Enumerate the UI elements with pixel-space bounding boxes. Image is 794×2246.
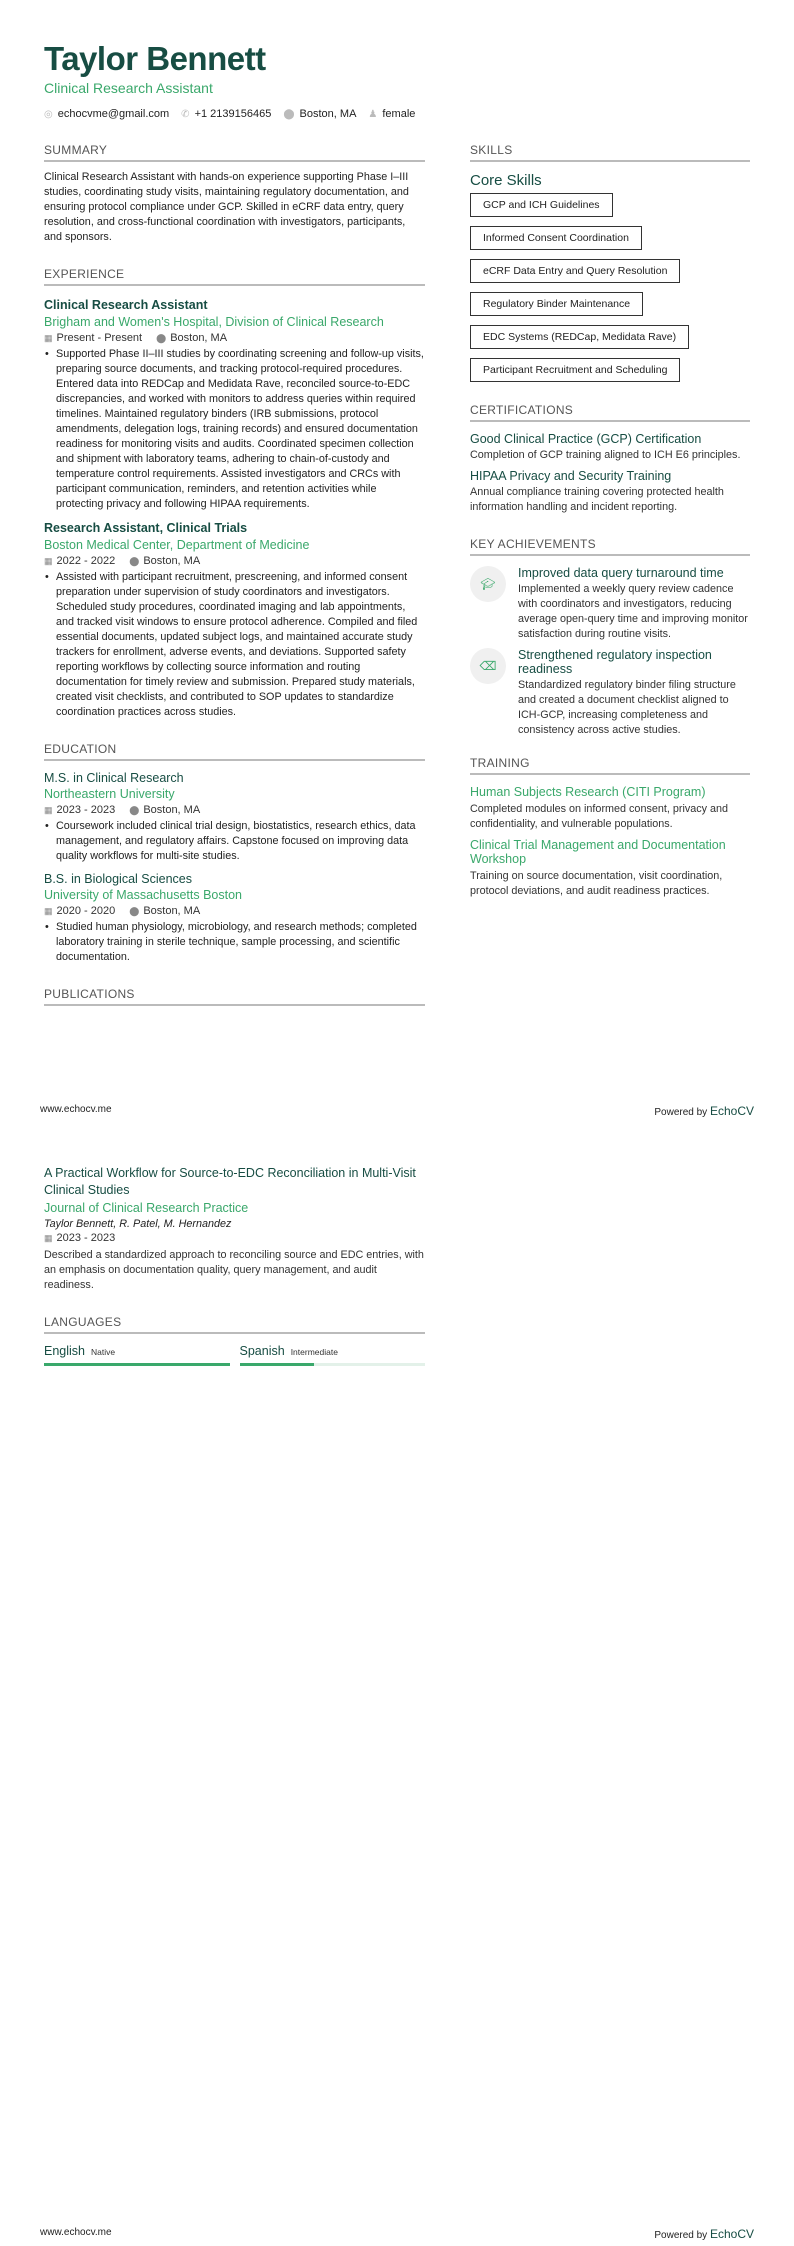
proficiency-bar [240,1363,426,1366]
skill-chip: eCRF Data Entry and Query Resolution [470,259,680,283]
publication-title: A Practical Workflow for Source-to-EDC Reconciliation in Multi-Visit Clinical Studies [44,1166,416,1197]
calendar-icon: ▦ [44,333,53,343]
job-org: Brigham and Women's Hospital, Division of Clinical Research [44,315,384,329]
achievement-description: Implemented a weekly query review cadence with coordinators and investigators, reducing average open-query time and improving monitor satisfaction during routine visits. [518,583,748,640]
calendar-icon: ▦ [44,906,53,916]
experience-item [44,521,425,720]
dates-text: 2020 - 2020 [56,905,116,917]
brand-logo: EchoCV [709,2227,754,2241]
publication-journal: Journal of Clinical Research Practice [44,1201,249,1215]
education-bullet: • Coursework included clinical trial design, biostatistics, research ethics, data management, and regulatory affairs. Capstone focused on improving data quality workflows for multi-site studies. [44,819,425,864]
certification-description: Annual compliance training covering protected health information handling and incident reporting. [470,486,724,513]
school: University of Massachusetts Boston [44,888,242,902]
powered-label: Powered by [654,1107,708,1118]
skill-chip: Regulatory Binder Maintenance [470,292,643,316]
location-icon: ⬤ [129,556,140,566]
left-column [44,1165,425,1366]
user-icon: ♟ [368,109,378,120]
calendar-icon: ▦ [44,556,53,566]
school: Northeastern University [44,787,175,801]
achievement-title: Strengthened regulatory inspection readiness [518,648,712,676]
location-text: Boston, MA [170,332,228,344]
contact-location [283,108,356,120]
education-item [44,771,425,864]
contact-phone[interactable] [181,108,271,120]
dates-text: 2023 - 2023 [56,804,116,816]
school-location [129,804,200,816]
job-bullet: • Assisted with participant recruitment, prescreening, and informed consent preparation under supervision of study coordinators and investigators. Scheduled study procedures, coordinated imaging and lab appointments, and tracked visit windows to ensure protocol adherence. Compiled and filed essential documents, updated subject logs, and maintained accurate study trackers for enrollment, adverse events, and deviations. Supported safety reporting workflows by collecting source information and routing documentation for timely review and submission. Prepared study materials, created visit checklists, and contributed to SOP updates to standardize coordination practices across studies. [44,570,425,720]
dates-text: 2023 - 2023 [56,1232,116,1244]
date-range [44,555,115,567]
job-org: Boston Medical Center, Department of Medicine [44,538,310,552]
section-heading: EDUCATION [44,742,425,761]
job-bullet: • Supported Phase II–III studies by coordinating screening and follow-up visits, preparing source documents, and tracking protocol-required procedures. Entered data into REDCap and Medidata Rave, reconciled source-to-EDC discrepancies, and worked with monitors to address queries within required timelines. Maintained regulatory binders (IRB submissions, protocol amendments, delegation logs, training records) and ensured documentation readiness for monitoring visits and audits. Coordinated specimen collection and shipment with laboratory teams, adhering to chain-of-custody and temperature control requirements. Assisted investigators and CRCs with participant communication, reminders, and retention activities while protecting privacy and following HIPAA requirements. [44,347,425,512]
location-icon: ⬤ [129,805,140,815]
skills-group-title: Core Skills [470,172,542,189]
achievement-description: Standardized regulatory binder filing structure and created a document checklist aligned to ICH-GCP, increasing completeness and consistency across active studies. [518,679,736,736]
school-location [129,905,200,917]
training-item [470,838,750,899]
certification-item [470,469,750,515]
powered-by [654,1104,754,1118]
location-icon: ⬤ [156,333,167,343]
achievement-item [470,566,750,642]
job-title: Research Assistant, Clinical Trials [44,521,248,535]
section-heading: PUBLICATIONS [44,987,425,1006]
language-name: English [44,1344,85,1358]
date-range [44,332,142,344]
email-text: echocvme@gmail.com [57,108,170,120]
location-icon: ⬤ [283,109,295,120]
section-heading: KEY ACHIEVEMENTS [470,537,750,556]
location-icon: ⬤ [129,906,140,916]
skills-section [470,143,750,391]
page-footer [40,1104,754,1118]
certification-description: Completion of GCP training aligned to ICH E6 principles. [470,449,741,461]
skill-chip: Informed Consent Coordination [470,226,642,250]
page-footer [40,2227,754,2241]
brand-logo: EchoCV [709,1104,754,1118]
education-item [44,872,425,965]
achievement-title: Improved data query turnaround time [518,566,724,580]
education-bullet: • Studied human physiology, microbiology, and research methods; completed laboratory training in sterile technique, sample processing, and scientific documentation. [44,920,425,965]
powered-label: Powered by [654,2230,708,2241]
certification-name: Good Clinical Practice (GCP) Certification [470,432,702,446]
dates-text: 2022 - 2022 [56,555,116,567]
right-column [470,143,750,899]
section-heading: EXPERIENCE [44,267,425,286]
candidate-title: Clinical Research Assistant [44,80,213,96]
achievement-item [470,648,750,738]
left-column [44,143,425,1014]
calendar-icon: ▦ [44,1233,53,1243]
section-heading: SKILLS [470,143,750,162]
experience-item [44,298,425,512]
graduation-cap-icon: 🎓︎ [470,566,506,602]
section-heading: CERTIFICATIONS [470,403,750,422]
section-heading: LANGUAGES [44,1315,425,1334]
publication-item [44,1165,425,1293]
skill-chip: Participant Recruitment and Scheduling [470,358,680,382]
contact-gender [368,108,415,120]
powered-by [654,2227,754,2241]
training-item [470,785,750,832]
skills-list [470,193,750,391]
dates-text: Present - Present [56,332,143,344]
summary-section [44,143,425,245]
location-text: Boston, MA [143,905,201,917]
page-2 [0,1123,794,2246]
location-text: Boston, MA [299,108,357,120]
certification-name: HIPAA Privacy and Security Training [470,469,672,483]
language-item [240,1342,426,1366]
summary-text: Clinical Research Assistant with hands-on experience supporting Phase I–III studies, coordinating study visits, maintaining regulatory documentation, and ensuring protocol compliance under GCP. Skilled in eCRF data entry, query resolution, and cross-functional coordination with investigators, participants, and sponsors. [44,171,409,243]
backspace-icon: ⌫ [470,648,506,684]
website-link[interactable]: www.echocv.me [40,1104,112,1115]
training-name: Clinical Trial Management and Documentation Workshop [470,838,726,866]
languages-section [44,1315,425,1366]
gender-text: female [382,108,416,120]
training-name: Human Subjects Research (CITI Program) [470,785,706,799]
education-section [44,742,425,965]
language-level: Intermediate [290,1347,338,1357]
certification-item [470,432,750,463]
degree: M.S. in Clinical Research [44,771,184,785]
job-title: Clinical Research Assistant [44,298,208,312]
phone-icon: ✆ [181,109,190,120]
language-item [44,1342,230,1366]
calendar-icon: ▦ [44,805,53,815]
section-heading: TRAINING [470,756,750,775]
contact-row [44,108,415,120]
phone-text: +1 2139156465 [194,108,272,120]
language-name: Spanish [239,1344,285,1358]
training-section [470,756,750,899]
date-range [44,1232,115,1244]
proficiency-fill [240,1363,314,1366]
at-icon: ◎ [44,109,53,120]
date-range [44,905,115,917]
job-location [129,555,200,567]
publication-authors: Taylor Bennett, R. Patel, M. Hernandez [44,1218,232,1230]
experience-section [44,267,425,720]
location-text: Boston, MA [143,555,201,567]
proficiency-bar [44,1363,230,1366]
degree: B.S. in Biological Sciences [44,872,192,886]
language-level: Native [91,1347,116,1357]
section-heading: SUMMARY [44,143,425,162]
achievements-section [470,537,750,738]
job-location [156,332,227,344]
certifications-section [470,403,750,515]
publications-section [44,987,425,1006]
skill-chip: GCP and ICH Guidelines [470,193,613,217]
training-description: Completed modules on informed consent, privacy and confidentiality, and vulnerable populations. [470,803,729,830]
contact-email[interactable] [44,108,169,120]
candidate-name: Taylor Bennett [44,40,266,77]
date-range [44,804,115,816]
publication-description: Described a standardized approach to reconciling source and EDC entries, with an emphasis on documentation quality, query management, and audit readiness. [44,1249,424,1291]
proficiency-fill [44,1363,230,1366]
training-description: Training on source documentation, visit coordination, protocol deviations, and audit readiness practices. [470,870,723,897]
website-link[interactable]: www.echocv.me [40,2227,112,2238]
location-text: Boston, MA [143,804,201,816]
skill-chip: EDC Systems (REDCap, Medidata Rave) [470,325,689,349]
